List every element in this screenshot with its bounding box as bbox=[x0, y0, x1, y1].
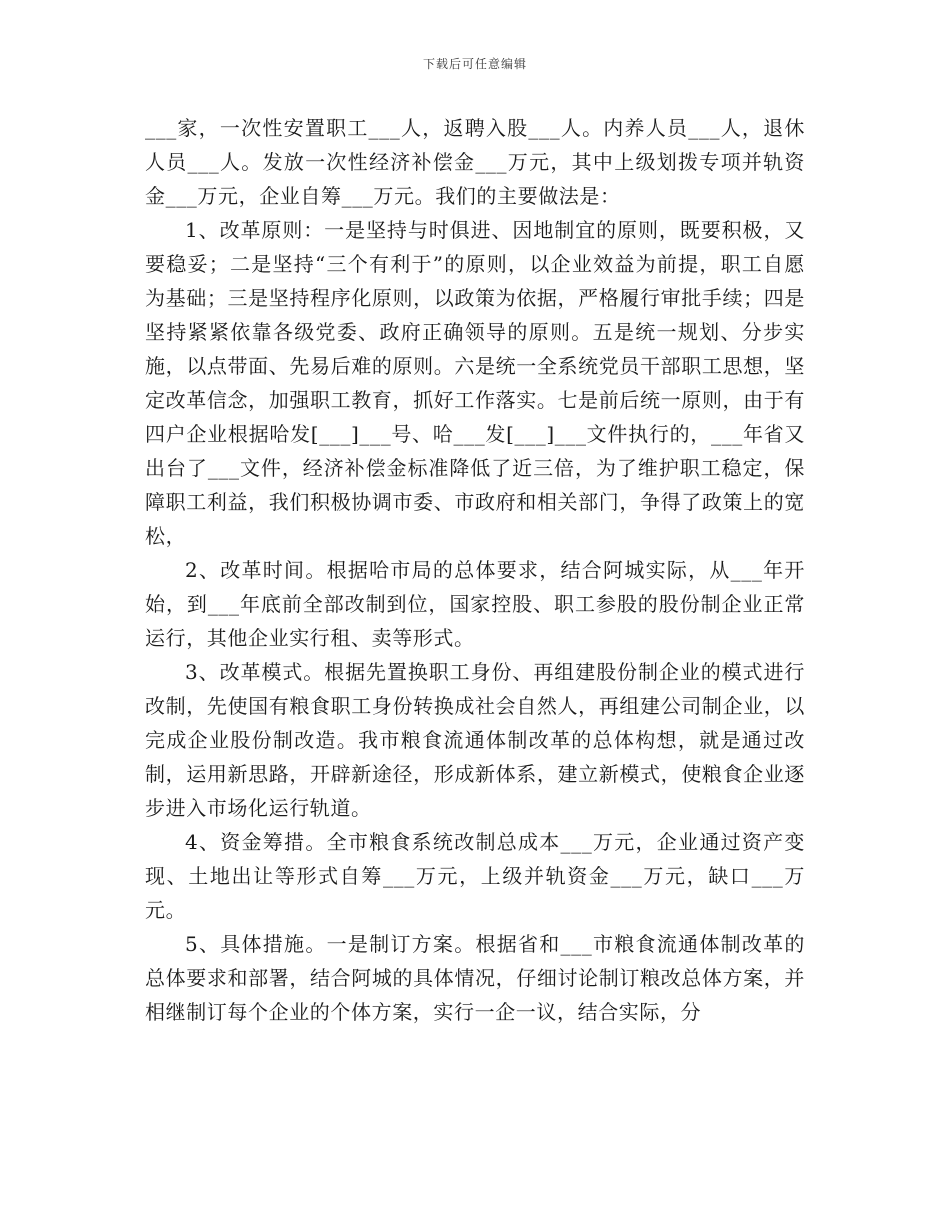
paragraph-reform-principles: 1、改革原则：一是坚持与时俱进、因地制宜的原则，既要积极，又要稳妥；二是坚持“三个有利于”的原则，以企业效益为前提，职工自愿为基础；三是坚持程序化原则，以政策为依据，严格履行审批手续；四是坚持紧紧依靠各级党委、政府正确领导的原则。五是统一规划、分步实施，以点带面、先易后难的原则。六是统一全系统党员干部职工思想，坚定改革信念，加强职工教育，抓好工作落实。七是前后统一原则，由于有四户企业根据哈发[___]___号、哈___发[___]___文件执行的，___年省又出台了___文件，经济补偿金标准降低了近三倍，为了维护职工稳定，保障职工利益，我们积极协调市委、市政府和相关部门，争得了政策上的宽松， bbox=[145, 218, 805, 548]
document-body bbox=[145, 111, 805, 1029]
page-header: 下载后可任意编辑 bbox=[422, 57, 527, 71]
paragraph-reform-model: 3、改革模式。根据先置换职工身份、再组建股份制企业的模式进行改制，先使国有粮食职工身份转换成社会自然人，再组建公司制企业，以完成企业股份制改造。我市粮食流通体制改革的总体构想，就是通过改制，运用新思路，开辟新途径，形成新体系，建立新模式，使粮食企业逐步进入市场化运行轨道。 bbox=[145, 660, 805, 820]
paragraph-funding: 4、资金筹措。全市粮食系统改制总成本___万元，企业通过资产变现、土地出让等形式自筹___万元，上级并轨资金___万元，缺口___万元。 bbox=[145, 830, 805, 922]
paragraph-reform-timing: 2、改革时间。根据哈市局的总体要求，结合阿城实际，从___年开始，到___年底前全部改制到位，国家控股、职工参股的股份制企业正常运行，其他企业实行租、卖等形式。 bbox=[145, 558, 805, 650]
paragraph-measures: 5、具体措施。一是制订方案。根据省和___市粮食流通体制改革的总体要求和部署，结合阿城的具体情况，仔细讨论制订粮改总体方案，并相继制订每个企业的个体方案，实行一企一议，结合实际，分 bbox=[145, 932, 805, 1024]
paragraph-intro: ___家，一次性安置职工___人，返聘入股___人。内养人员___人，退休人员___人。发放一次性经济补偿金___万元，其中上级划拨专项并轨资金___万元，企业自筹___万元。我们的主要做法是： bbox=[145, 116, 805, 208]
